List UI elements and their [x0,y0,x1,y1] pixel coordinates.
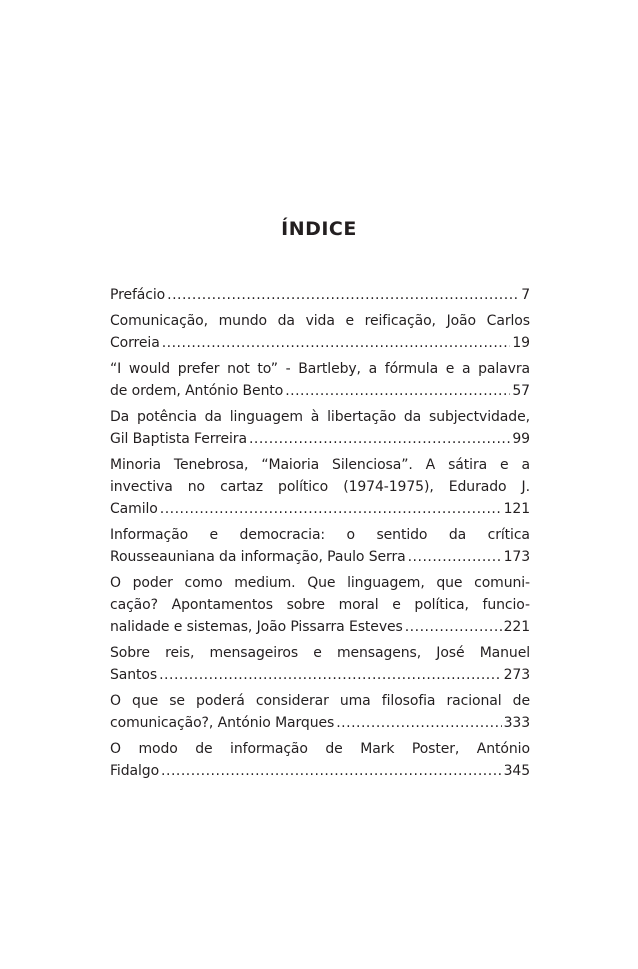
toc-entry-last-line [110,380,530,402]
toc-entry-page-number: 7 [521,287,530,303]
table-of-contents [110,284,530,786]
toc-entry-page-number: 19 [512,335,530,351]
toc-entry-last-line [110,760,530,782]
toc-entry-title: Gil Baptista Ferreira [110,431,247,447]
toc-entry [110,406,530,450]
toc-entry-last-line [110,546,530,568]
toc-entry-title: de ordem, António Bento [110,383,284,399]
page-title: ÍNDICE [281,218,357,240]
toc-entry [110,310,530,354]
dot-leader [161,760,502,782]
toc-entry-title: Correia [110,335,160,351]
toc-entry [110,454,530,520]
toc-entry-last-line [110,712,530,734]
toc-entry [110,642,530,686]
toc-entry [110,690,530,734]
toc-entry-title: Camilo [110,501,158,517]
toc-entry [110,284,530,306]
toc-entry [110,524,530,568]
toc-entry [110,358,530,402]
dot-leader [159,664,501,686]
toc-entry-line: Informação e democracia: o sentido da crítica [110,527,530,543]
dot-leader [249,428,510,450]
dot-leader [405,616,502,638]
toc-entry-title: nalidade e sistemas, João Pissarra Esteves [110,619,403,635]
toc-entry-title: Santos [110,667,158,683]
toc-entry [110,738,530,782]
toc-entry-page-number: 99 [512,431,530,447]
toc-entry-title: Rousseauniana da informação, Paulo Serra [110,549,406,565]
toc-entry-page-number: 173 [503,549,530,565]
toc-entry-page-number: 333 [503,715,530,731]
toc-entry-last-line [110,332,530,354]
toc-entry-last-line [110,664,530,686]
toc-entry [110,572,530,638]
toc-entry-line: O que se poderá considerar uma filosofia racional de [110,693,530,709]
toc-entry-line: Da potência da linguagem à libertação da subjectvidade, [110,409,530,425]
toc-entry-line: O poder como medium. Que linguagem, que comuni- [110,575,530,591]
toc-entry-page-number: 273 [503,667,530,683]
toc-entry-page-number: 221 [503,619,530,635]
toc-entry-line: Minoria Tenebrosa, “Maioria Silenciosa”. A sátira e a [110,457,530,473]
dot-leader [160,498,502,520]
toc-entry-line: Sobre reis, mensageiros e mensagens, José Manuel [110,645,530,661]
toc-entry-title: Fidalgo [110,763,160,779]
dot-leader [162,332,511,354]
toc-entry-last-line [110,284,530,306]
toc-entry-line: cação? Apontamentos sobre moral e política, funcio- [110,597,530,613]
toc-entry-line: Comunicação, mundo da vida e reificação, João Carlos [110,313,530,329]
toc-entry-line: “I would prefer not to” - Bartleby, a fórmula e a palavra [110,361,530,377]
toc-entry-last-line [110,498,530,520]
toc-entry-line: invectiva no cartaz político (1974-1975), Edurado J. [110,479,530,495]
toc-entry-page-number: 57 [512,383,530,399]
toc-entry-page-number: 121 [503,501,530,517]
toc-entry-line: O modo de informação de Mark Poster, António [110,741,530,757]
toc-entry-title: Prefácio [110,287,166,303]
toc-entry-last-line [110,616,530,638]
dot-leader [285,380,510,402]
toc-entry-title: comunicação?, António Marques [110,715,335,731]
toc-entry-page-number: 345 [503,763,530,779]
dot-leader [408,546,502,568]
dot-leader [167,284,519,306]
toc-entry-last-line [110,428,530,450]
dot-leader [336,712,501,734]
